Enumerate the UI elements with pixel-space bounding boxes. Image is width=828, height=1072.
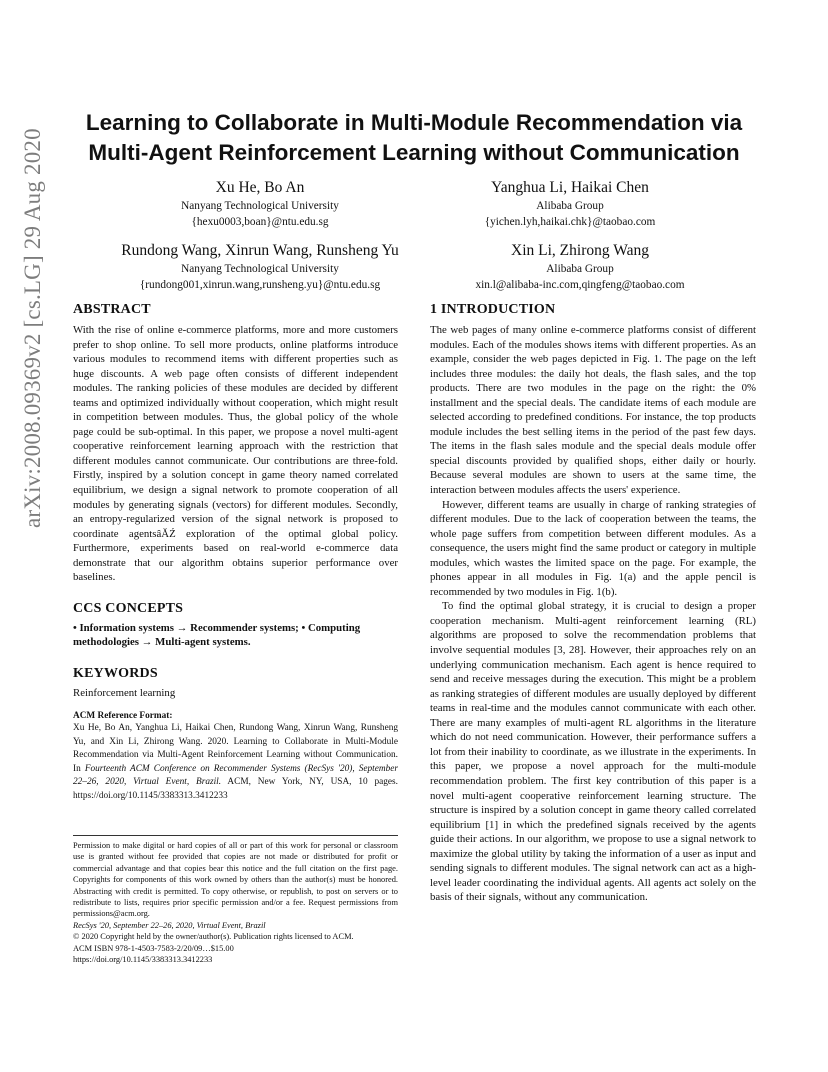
author-email: {rundong001,xinrun.wang,runsheng.yu}@ntu.edu.sg bbox=[139, 279, 381, 291]
author-block-4 bbox=[430, 241, 730, 293]
author-affiliation: Nanyang Technological University bbox=[181, 200, 339, 212]
intro-paragraph-2: However, different teams are usually in charge of ranking strategies of different modules. Due to the lack of cooperation between the teams, the whole page suffers from competition between different modules. As a consequence, the users might find the same product or category in multiple modules, which wastes the limited space on the page. For example, the phones appear in all modules in Fig. 1(a) and the apple pencil is recommended by two modules in Fig. 1(b). bbox=[430, 498, 756, 598]
author-affiliation: Alibaba Group bbox=[546, 263, 614, 275]
acm-reference-heading: ACM Reference Format: bbox=[73, 711, 173, 722]
introduction-heading: 1 INTRODUCTION bbox=[430, 302, 556, 317]
footnote-block bbox=[73, 840, 398, 965]
author-email: {hexu0003,boan}@ntu.edu.sg bbox=[191, 216, 329, 228]
acm-reference-authors: Xu He, Bo An, Yanghua Li, Haikai Chen, Rundong Wang, Xinrun Wang, Runsheng Yu, and Xin Li, Zhirong Wang. 2020. Learning to Collaborate in Multi-Module Recommendation via Multi-Agent Reinforcement Learning without Communication. In bbox=[73, 723, 398, 774]
title-line-1: Learning to Collaborate in Multi-Module Recommendation via bbox=[85, 110, 743, 135]
intro-paragraph-3: To find the optimal global strategy, it is crucial to design a proper cooperation mechanism. Multi-agent reinforcement learning (RL) algorithms are proposed to solve the recommendation problems that involve sequential modules [3, 28]. However, their approaches rely on an underlying communication mechanism. Each agent is hence required to send and receive messages during the execution. This might be a problem as ranking strategies of different modules are usually deployed by different teams in real-time and the modules cannot communicate with each other. There are many examples of multi-agent RL algorithms in the literature which do not need communication. However, their performance suffers a lot from their inability to coordinate, as we illustrate in the experiments. In this paper, we propose a novel approach for the multi-module recommendation problem. The first key contribution of this paper is a novel multi-agent cooperative reinforcement learning structure. The structure is inspired by a solution concept in game theory called correlated equilibrium [1] in which the predefined signals received by the agents guide their actions. In our algorithm, we propose to use a signal network to maximize the global utility by taking the information of a user as input and sending signals to different modules. The signal network can act as a high-level leader coordinating the individual agents. All agents act solely on the basis of their signals, without any communication. bbox=[430, 600, 756, 904]
acm-reference-text bbox=[73, 722, 398, 802]
abstract-heading: ABSTRACT bbox=[73, 302, 151, 317]
author-block-3 bbox=[90, 241, 430, 293]
author-affiliation: Nanyang Technological University bbox=[181, 263, 339, 275]
doi-line: https://doi.org/10.1145/3383313.3412233 bbox=[73, 955, 213, 965]
ccs-heading: CCS CONCEPTS bbox=[73, 600, 184, 616]
author-names: Xu He, Bo An bbox=[215, 179, 305, 196]
author-names: Yanghua Li, Haikai Chen bbox=[491, 179, 649, 196]
author-names: Xin Li, Zhirong Wang bbox=[511, 242, 649, 259]
keywords-heading: KEYWORDS bbox=[73, 665, 158, 681]
author-block-2 bbox=[440, 178, 700, 230]
right-column bbox=[430, 301, 756, 905]
permission-notice: Permission to make digital or hard copies of all or part of this work for personal or classroom use is granted without fee provided that copies are not made or distributed for profit or commercial advantage and that copies bear this notice and the full citation on the first page. Copyrights for components of this work owned by others than the author(s) must be honored. Abstracting with credit is permitted. To copy otherwise, or republish, to post on servers or to redistribute to lists, requires prior specific permission and/or a fee. Request permissions from permissions@acm.org. bbox=[73, 841, 398, 919]
acm-reference-publisher: ACM, New York, NY, USA, 10 pages. https://doi.org/10.1145/3383313.3412233 bbox=[73, 777, 398, 801]
abstract-text: With the rise of online e-commerce platforms, more and more customers prefer to shop online. To sell more products, online platforms introduce various modules to recommend items with different properties such as huge discounts. A web page often consists of different independent modules. The ranking policies of these modules are decided by different teams and optimized individually without cooperation, which might result in competition between modules. Thus, the global policy of the whole page could be sub-optimal. In this paper, we propose a novel multi-agent cooperative reinforcement learning approach with the restriction that different modules cannot communicate. Our contributions are three-fold. Firstly, inspired by a solution concept in game theory named correlated equilibrium, we design a signal network to promote cooperation of all modules by generating signals (vectors) for different modules. Secondly, an entropy-regularized version of the signal network is proposed to coordinate agentsâĂŹ exploration of the optimal global policy. Furthermore, experiments based on real-world e-commerce data demonstrate that our algorithm obtains superior performance over baselines. bbox=[73, 324, 398, 584]
author-affiliation: Alibaba Group bbox=[536, 200, 604, 212]
author-email: {yichen.lyh,haikai.chk}@taobao.com bbox=[484, 216, 656, 228]
footnote-divider bbox=[73, 835, 398, 836]
left-column bbox=[73, 301, 398, 803]
footnote-venue-text: RecSys '20, September 22–26, 2020, Virtual Event, Brazil bbox=[73, 920, 266, 930]
intro-paragraph-1: The web pages of many online e-commerce platforms consist of different modules. Each of the modules shows items with different properties. As an example, consider the web pages depicted in Fig. 1. The page on the left includes three modules: the daily hot deals, the flash sales, and the top products. There are two modules in the page on the right: the 0% installment and the special deals. The candidate items of each module are selected according to predefined conditions. For instance, the top products module includes the best selling items in the period of the past few days. The items in the flash sales module and the special deals module offer special discounts provided by qualified shops, either daily or hourly. Because several modules are shown to users at the same time, the interaction between modules affects the users' experience. bbox=[430, 324, 756, 497]
footnote-venue bbox=[73, 920, 398, 931]
acm-reference-venue: Fourteenth ACM Conference on Recommender Systems (RecSys '20), September 22–26, 2020, Virtual Event, Brazil. bbox=[73, 763, 398, 788]
arxiv-identifier: arXiv:2008.09369v2 [cs.LG] 29 Aug 2020 bbox=[20, 128, 45, 528]
isbn-line: ACM ISBN 978-1-4503-7583-2/20/09…$15.00 bbox=[73, 943, 234, 953]
title-line-2: Multi-Agent Reinforcement Learning without Communication bbox=[88, 140, 740, 165]
acm-reference bbox=[73, 710, 398, 802]
author-names: Rundong Wang, Xinrun Wang, Runsheng Yu bbox=[121, 242, 399, 259]
author-block-1 bbox=[130, 178, 390, 230]
ccs-text: • Information systems → Recommender systems; • Computing methodologies → Multi-agent systems. bbox=[73, 621, 361, 649]
author-email: xin.l@alibaba-inc.com,qingfeng@taobao.com bbox=[475, 279, 685, 291]
copyright-line: © 2020 Copyright held by the owner/author(s). Publication rights licensed to ACM. bbox=[73, 932, 354, 942]
paper-title bbox=[40, 108, 788, 168]
keywords-text: Reinforcement learning bbox=[73, 686, 176, 699]
